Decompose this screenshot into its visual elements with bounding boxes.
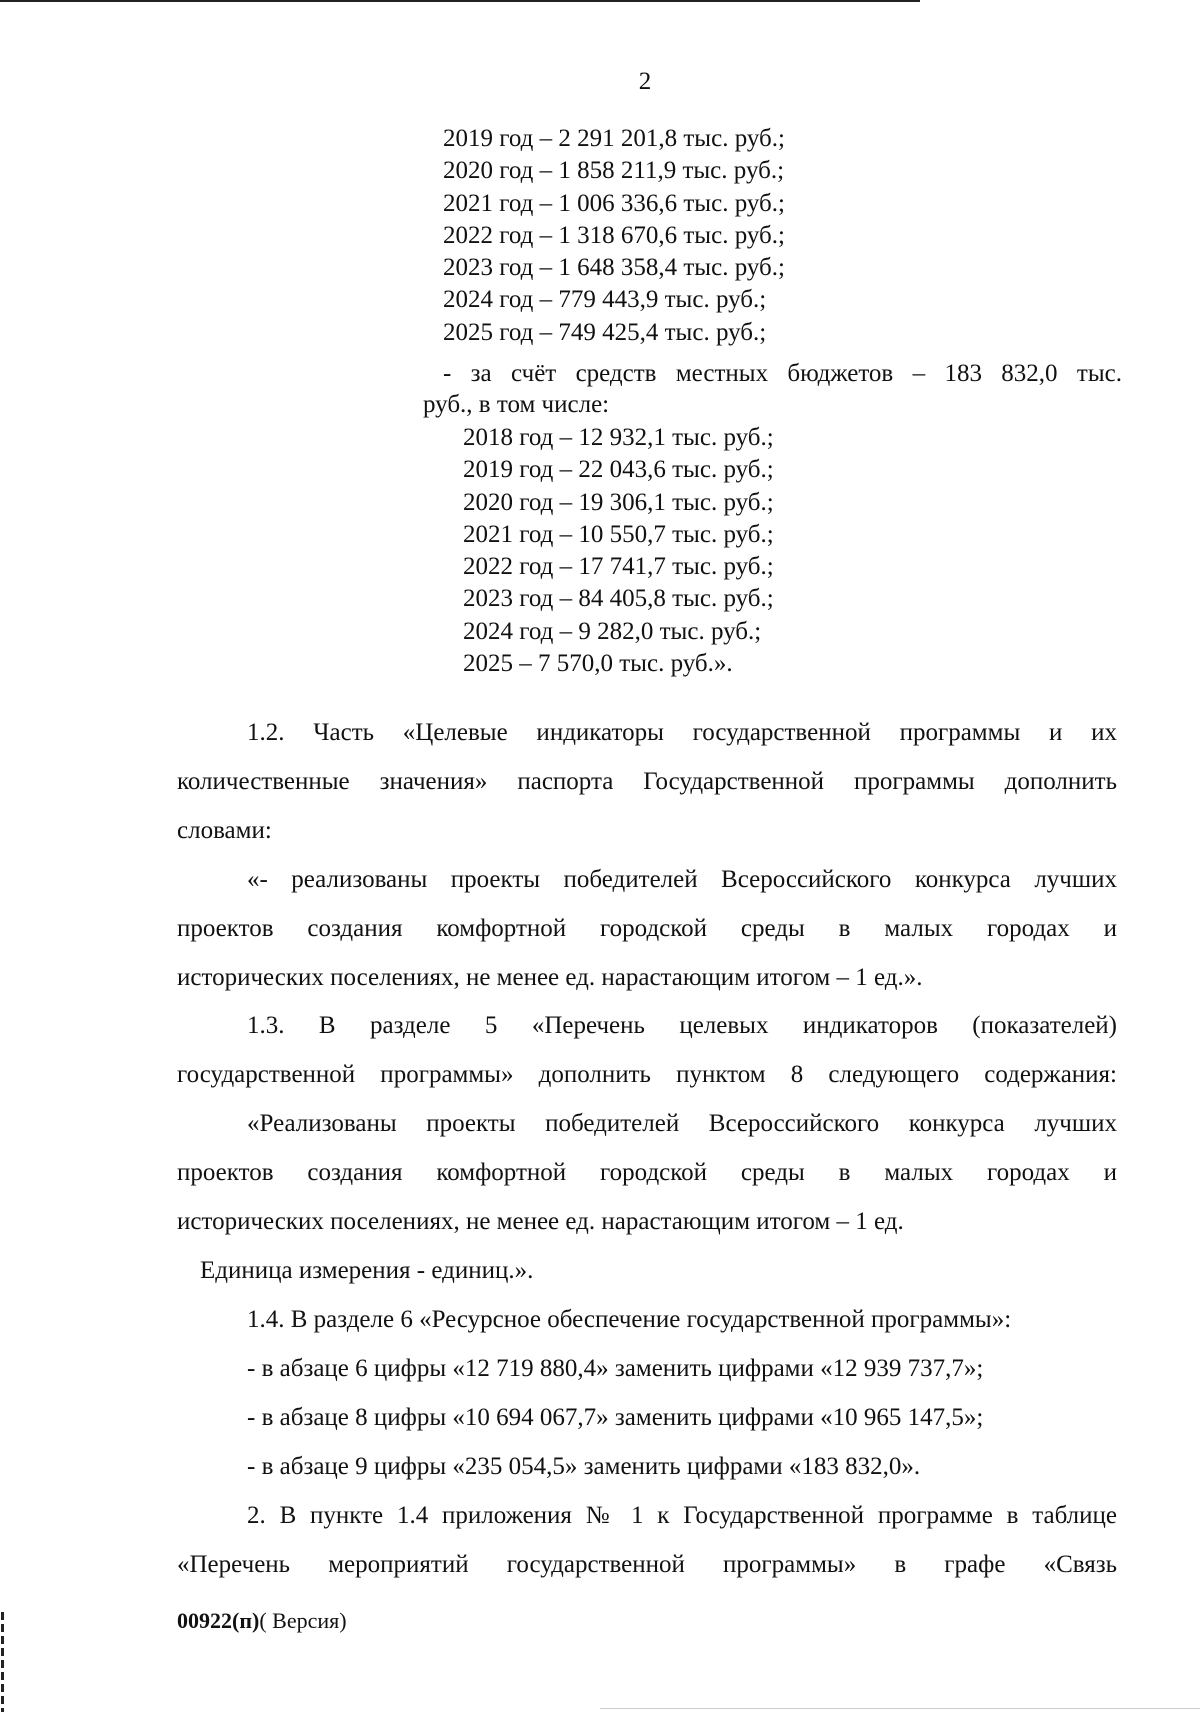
section-2-paragraph: [177, 1491, 1117, 1589]
page-number: 2: [638, 68, 652, 95]
paragraph-line: 1.3. В разделе 5 «Перечень целевых индикаторов (показателей): [247, 1012, 1117, 1039]
local-year-line: 2022 год – 17 741,7 тыс. руб.;: [463, 553, 774, 581]
paragraph-line: словами:: [177, 817, 272, 844]
paragraph-line: 1.4. В разделе 6 «Ресурсное обеспечение государственной программы»:: [247, 1306, 1012, 1333]
quote-1-3-paragraph: [177, 1099, 1117, 1295]
budget-year-line: 2024 год – 779 443,9 тыс. руб.;: [443, 286, 767, 314]
local-budget-line-2: руб., в том числе:: [423, 391, 610, 418]
paragraph-line: исторических поселениях, не менее ед. нарастающим итогом – 1 ед.».: [177, 964, 923, 991]
paragraph-line: - в абзаце 9 цифры «235 054,5» заменить цифрами «183 832,0».: [247, 1453, 921, 1480]
paragraph-line: исторических поселениях, не менее ед. нарастающим итогом – 1 ед.: [177, 1208, 904, 1235]
local-year-line: 2021 год – 10 550,7 тыс. руб.;: [463, 520, 774, 548]
paragraph-line: количественные значения» паспорта Государственной программы дополнить: [177, 768, 1117, 795]
paragraph-line: 2. В пункте 1.4 приложения № 1 к Государственной программе в таблице: [247, 1502, 1117, 1529]
paragraph-line: проектов создания комфортной городской среды в малых городах и: [177, 915, 1117, 942]
budget-year-line: 2020 год – 1 858 211,9 тыс. руб.;: [443, 157, 785, 185]
paragraph-line: - в абзаце 8 цифры «10 694 067,7» заменить цифрами «10 965 147,5»;: [247, 1404, 984, 1431]
document-footer: [177, 1608, 347, 1634]
budget-year-line: 2021 год – 1 006 336,6 тыс. руб.;: [443, 189, 785, 217]
budget-year-line: 2023 год – 1 648 358,4 тыс. руб.;: [443, 254, 785, 282]
paragraph-line: проектов создания комфортной городской среды в малых городах и: [177, 1159, 1117, 1186]
local-year-line: 2025 – 7 570,0 тыс. руб.».: [463, 650, 733, 678]
budget-year-line: 2025 год – 749 425,4 тыс. руб.;: [443, 318, 767, 346]
paragraph-line: - в абзаце 6 цифры «12 719 880,4» заменить цифрами «12 939 737,7»;: [247, 1355, 984, 1382]
local-year-line: 2020 год – 19 306,1 тыс. руб.;: [463, 488, 774, 516]
paragraph-line: 1.2. Часть «Целевые индикаторы государственной программы и их: [247, 719, 1117, 746]
local-budget-years-list: [463, 422, 774, 680]
bottom-edge-line: [600, 1708, 1200, 1709]
local-year-line: 2024 год – 9 282,0 тыс. руб.;: [463, 617, 762, 645]
budget-year-line: 2022 год – 1 318 670,6 тыс. руб.;: [443, 221, 785, 249]
regional-budget-years-list: [443, 123, 1123, 349]
local-budget-heading: [423, 358, 1122, 420]
binding-margin-mark: [1, 1612, 4, 1712]
paragraph-line: «Перечень мероприятий государственной программы» в графе «Связь: [177, 1551, 1117, 1578]
paragraph-line: «Реализованы проекты победителей Всероссийского конкурса лучших: [247, 1110, 1117, 1137]
document-code: 00922(п): [177, 1608, 260, 1633]
budget-year-line: 2019 год – 2 291 201,8 тыс. руб.;: [443, 125, 785, 152]
local-year-line: 2019 год – 22 043,6 тыс. руб.;: [463, 456, 774, 484]
quote-1-2-paragraph: [177, 855, 1117, 1002]
paragraph-line: государственной программы» дополнить пунктом 8 следующего содержания:: [177, 1061, 1117, 1088]
local-year-line: 2023 год – 84 405,8 тыс. руб.;: [463, 585, 774, 613]
local-year-line: 2018 год – 12 932,1 тыс. руб.;: [463, 424, 774, 451]
paragraph-line: Единица измерения - единиц.».: [200, 1257, 534, 1284]
top-border-line: [0, 0, 920, 2]
document-version: ( Версия): [259, 1608, 347, 1633]
section-1-2-paragraph: [177, 708, 1117, 855]
paragraph-line: «- реализованы проекты победителей Всероссийского конкурса лучших: [247, 866, 1117, 893]
section-1-4-paragraph: [177, 1295, 1117, 1491]
section-1-3-paragraph: [177, 1001, 1117, 1099]
local-budget-line-1: - за счёт средств местных бюджетов – 183 832,0 тыс.: [443, 360, 1122, 387]
